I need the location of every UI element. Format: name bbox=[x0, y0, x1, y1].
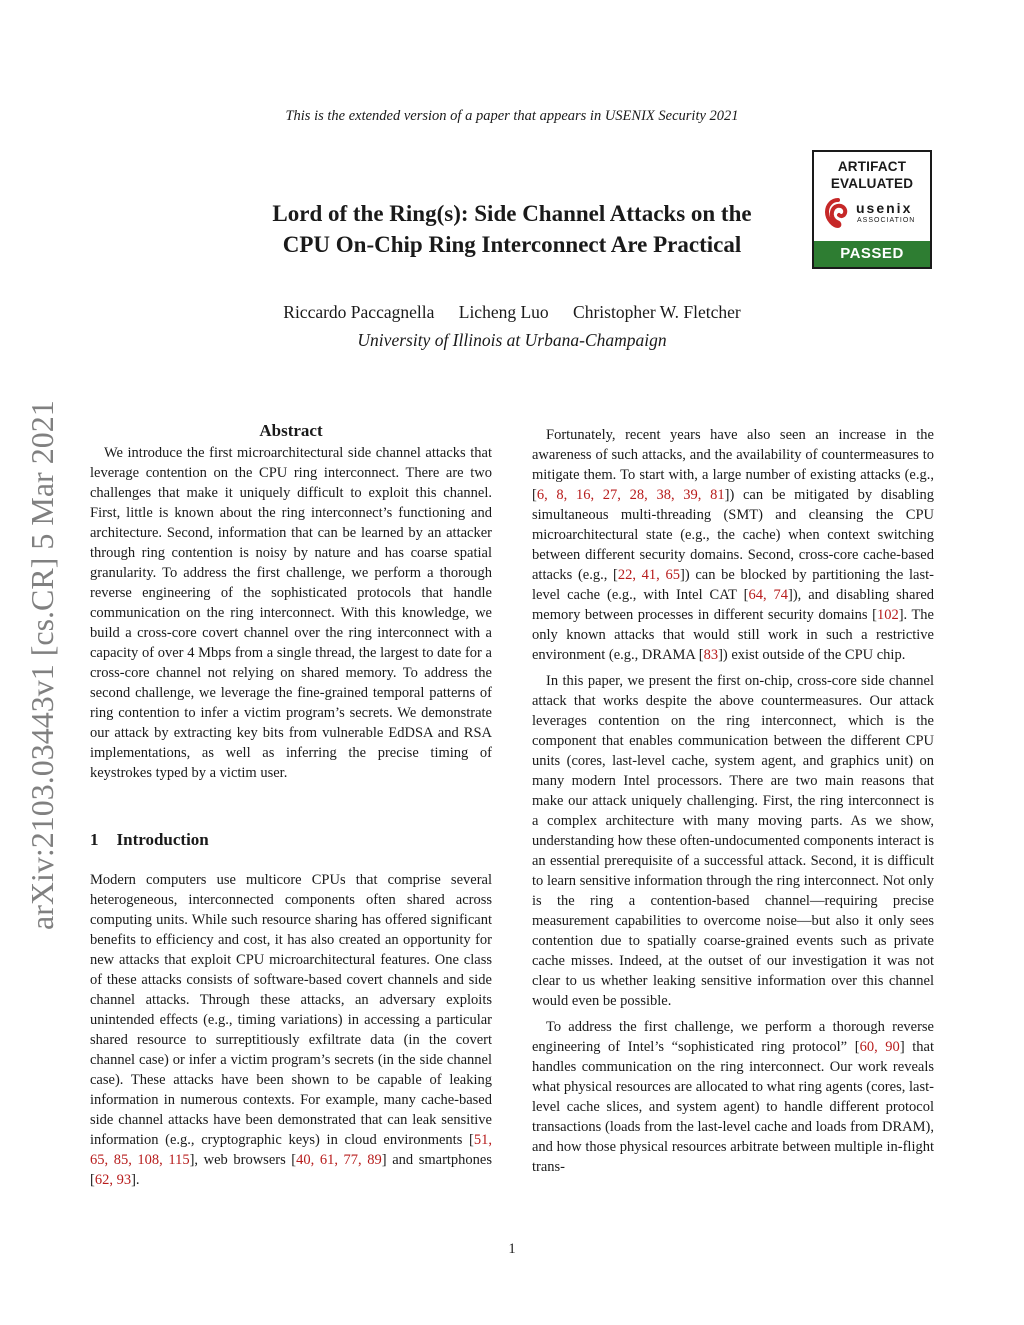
usenix-logo bbox=[824, 198, 924, 232]
title-line-2: CPU On-Chip Ring Interconnect Are Practical bbox=[282, 232, 742, 257]
badge-heading bbox=[814, 158, 930, 192]
citation[interactable]: 6, 8, 16, 27, 28, 38, 39, 81 bbox=[536, 487, 725, 503]
right-column bbox=[532, 425, 934, 1177]
abstract-text: We introduce the first microarchitectural side channel attacks that leverage contention on the CPU ring interconnect. There are two challenges that make it uniquely difficult to exploit this channel. First, little is known about the ring interconnect’s functioning and architecture. Second, information that can be learned by an attacker through ring contention is noisy by nature and has coarse spatial granularity. To address the first challenge, we perform a thorough reverse engineering of the sophisticated protocols that handle communication on the ring interconnect. With this knowledge, we build a cross-core covert channel over the ring interconnect with a capacity of over 4 Mbps from a single thread, the largest to date for a cross-core channel not relying on shared memory. To address the second challenge, we leverage the fine-grained temporal patterns of ring contention to infer a victim program’s secrets. We demonstrate our attack by extracting key bits from vulnerable EdDSA and RSA implementations, as well as inferring the precise timing of keystrokes typed by a victim user. bbox=[90, 445, 492, 781]
section-title: Introduction bbox=[116, 830, 209, 849]
citation[interactable]: 83 bbox=[703, 647, 719, 663]
right-paragraph-2: In this paper, we present the first on-chip, cross-core side channel attack that works despite the above countermeasures. Our attack leverages contention on the ring interconnect, which is the component that enables communication between the different CPU units (cores, last-level cache, system agent, and graphics unit) on many modern Intel processors. There are two main reasons that make our attack uniquely challenging. First, the ring interconnect is a complex architecture with many moving parts. As we show, understanding how these often-undocumented components interact is an essential prerequisite of a successful attack. Second, it is difficult to learn sensitive information through the ring interconnect. Not only is the ring a contention-based channel—requiring precise measurement capabilities to overcome noise—but also it only sees contention due to spatially coarse-grained events such as private cache misses. Indeed, at the outset of our investigation it was not clear to us whether leaking sensitive information over this channel would even be possible. bbox=[532, 673, 934, 1009]
paragraph-text: ]. The only known attacks that would still work in such a restrictive environment (e.g., DRAMA [ bbox=[532, 607, 934, 663]
badge-status: PASSED bbox=[814, 241, 930, 267]
author-2: Licheng Luo bbox=[458, 302, 549, 322]
citation[interactable]: 64, 74 bbox=[748, 587, 788, 603]
abstract-body bbox=[90, 443, 492, 783]
section-number: 1 bbox=[90, 830, 99, 849]
page-number: 1 bbox=[508, 1241, 516, 1257]
intro-text: ], web browsers [ bbox=[189, 1152, 297, 1168]
paragraph-text: ]) can be blocked by partitioning the last-level cache (e.g., with Intel CAT [ bbox=[532, 567, 934, 603]
right-paragraph-1 bbox=[532, 425, 934, 665]
author-list bbox=[0, 302, 1024, 323]
paragraph-text: To address the first challenge, we perform a thorough reverse engineering of Intel’s “sophisticated ring protocol” [ bbox=[532, 1019, 934, 1055]
citation[interactable]: 40, 61, 77, 89 bbox=[296, 1152, 382, 1168]
citation[interactable]: 60, 90 bbox=[859, 1039, 900, 1055]
introduction-body bbox=[90, 870, 492, 1190]
artifact-evaluated-badge bbox=[812, 150, 932, 269]
citation[interactable]: 51, 65, 85, 108, 115 bbox=[90, 1132, 492, 1168]
badge-line-1: ARTIFACT bbox=[837, 159, 907, 174]
intro-paragraph bbox=[90, 870, 492, 1190]
right-paragraph-3 bbox=[532, 1017, 934, 1177]
section-heading bbox=[90, 830, 209, 850]
citation[interactable]: 102 bbox=[876, 607, 899, 623]
abstract-heading: Abstract bbox=[259, 421, 323, 440]
intro-text: ] and smartphones [ bbox=[90, 1152, 493, 1188]
citation[interactable]: 62, 93 bbox=[94, 1172, 132, 1188]
intro-text: ]. bbox=[131, 1172, 140, 1188]
paragraph-text: ]) can be mitigated by disabling simultaneous multi-threading (SMT) and cleansing the CPU microarchitectural state (e.g., the cache) when context switching between different security domains. Second, cross-core cache-based attacks (e.g., [ bbox=[532, 487, 934, 583]
title-line-1: Lord of the Ring(s): Side Channel Attacks on the bbox=[272, 201, 752, 226]
paragraph-text: ] that handles communication on the ring interconnect. Our work reveals what physical resources are allocated to what ring agents (cores, last-level cache slices, and system agent) to handle different protocol transactions (loads from the last-level cache and loads from DRAM), and how those physical resources arbitrate between multiple in-flight trans- bbox=[532, 1039, 935, 1175]
paragraph-text: Fortunately, recent years have also seen an increase in the awareness of such attacks, and the availability of countermeasures to mitigate them. To start with, a large number of existing attacks (e.g., [ bbox=[532, 427, 934, 503]
affiliation: University of Illinois at Urbana-Champaign bbox=[357, 330, 667, 350]
author-1: Riccardo Paccagnella bbox=[283, 302, 435, 322]
usenix-wordmark: usenix bbox=[856, 200, 913, 216]
usenix-logo-icon bbox=[824, 198, 852, 228]
intro-text: Modern computers use multicore CPUs that comprise several heterogeneous, interconnected components often shared across computing units. While such resource sharing has offered significant benefits to efficiency and cost, it has also created an opportunity for new attacks that exploit CPU microarchitectural features. One class of these attacks consists of software-based covert channels and side channel attacks. Through these attacks, an adversary exploits unintended effects (e.g., timing variations) in accessing a particular shared resource to surreptitiously exfiltrate data (in the covert channel case) or infer a victim program’s secrets (in the side channel case). These attacks have been shown to be capable of leaking information in numerous contexts. For example, many cache-based side channel attacks have been demonstrated that can leak sensitive information (e.g., cryptographic keys) in cloud environments [ bbox=[90, 872, 492, 1148]
venue-note: This is the extended version of a paper that appears in USENIX Security 2021 bbox=[285, 108, 739, 124]
paper-title bbox=[212, 198, 812, 260]
arxiv-identifier: arXiv:2103.03443v1 [cs.CR] 5 Mar 2021 bbox=[24, 400, 60, 930]
paragraph-text: ]) exist outside of the CPU chip. bbox=[718, 647, 906, 663]
badge-line-2: EVALUATED bbox=[830, 176, 914, 191]
paragraph-text: ]), and disabling shared memory between processes in different security domains [ bbox=[532, 587, 935, 623]
author-3: Christopher W. Fletcher bbox=[573, 302, 741, 322]
citation[interactable]: 22, 41, 65 bbox=[617, 567, 680, 583]
usenix-association: ASSOCIATION bbox=[857, 217, 916, 224]
